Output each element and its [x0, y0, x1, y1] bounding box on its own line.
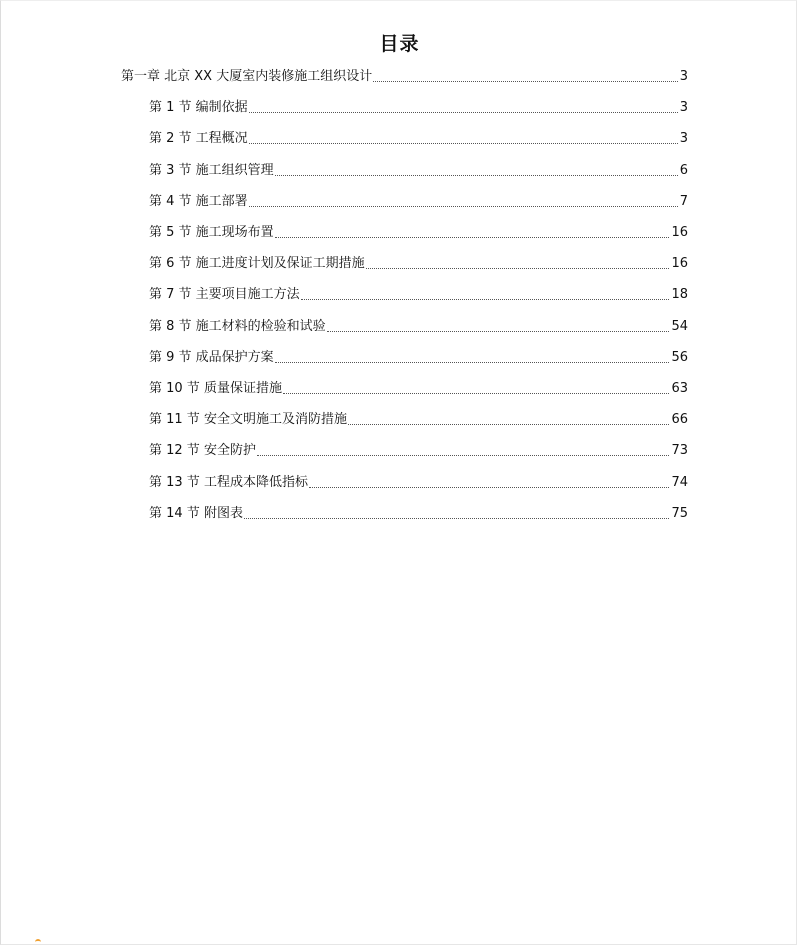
toc-entry-text: 第 11 节 安全文明施工及消防措施 [149, 412, 347, 427]
toc-dot-leader [275, 175, 678, 176]
toc-entry-text: 第 7 节 主要项目施工方法 [149, 287, 300, 302]
toc-dot-leader [275, 237, 670, 238]
toc-page-number: 7 [679, 194, 688, 209]
toc-dot-leader [301, 299, 670, 300]
toc-entry-text: 第 10 节 质量保证措施 [149, 381, 282, 396]
toc-dot-leader [309, 487, 670, 488]
toc-entry-section-2[interactable] [149, 129, 688, 149]
toc-entry-text: 第 5 节 施工现场布置 [149, 225, 274, 240]
toc-dot-leader [257, 455, 670, 456]
toc-page-number: 66 [671, 412, 688, 427]
page-corner-mark [35, 939, 41, 945]
toc-page-number: 54 [671, 319, 688, 334]
toc-dot-leader [373, 81, 678, 82]
toc-page-number: 16 [671, 256, 688, 271]
toc-entry-section-13[interactable] [149, 473, 688, 493]
toc-entry-text: 第一章 北京 XX 大厦室内装修施工组织设计 [121, 69, 373, 84]
toc-entry-text: 第 13 节 工程成本降低指标 [149, 475, 308, 490]
toc-dot-leader [249, 112, 678, 113]
toc-entry-section-9[interactable] [149, 348, 688, 368]
toc-entry-text: 第 6 节 施工进度计划及保证工期措施 [149, 256, 365, 271]
toc-entry-section-8[interactable] [149, 317, 688, 337]
toc-entry-section-14[interactable] [149, 504, 688, 524]
toc-page-number: 6 [679, 163, 688, 178]
toc-dot-leader [327, 331, 670, 332]
toc-entry-section-6[interactable] [149, 254, 688, 274]
toc-page-number: 3 [679, 100, 688, 115]
toc-entry-section-3[interactable] [149, 161, 688, 181]
toc-page-number: 75 [671, 506, 688, 521]
toc-title: 目录 [379, 33, 420, 55]
toc-page-number: 63 [671, 381, 688, 396]
toc-page-number: 56 [671, 350, 688, 365]
toc-page-number: 3 [679, 69, 688, 84]
toc-entry-section-5[interactable] [149, 223, 688, 243]
toc-entry-text: 第 3 节 施工组织管理 [149, 163, 274, 178]
toc-entry-text: 第 2 节 工程概况 [149, 131, 248, 146]
toc-dot-leader [249, 206, 678, 207]
toc-entry-text: 第 14 节 附图表 [149, 506, 243, 521]
toc-dot-leader [249, 143, 678, 144]
toc-dot-leader [348, 424, 670, 425]
toc-dot-leader [275, 362, 670, 363]
toc-entry-section-11[interactable] [149, 410, 688, 430]
toc-entry-text: 第 1 节 编制依据 [149, 100, 248, 115]
toc-dot-leader [283, 393, 670, 394]
toc-entry-text: 第 8 节 施工材料的检验和试验 [149, 319, 326, 334]
toc-page-number: 73 [671, 443, 688, 458]
toc-entry-section-10[interactable] [149, 379, 688, 399]
toc-entry-text: 第 4 节 施工部署 [149, 194, 248, 209]
toc-entry-section-1[interactable] [149, 98, 688, 118]
toc-entry-chapter-1[interactable] [121, 67, 688, 87]
toc-entry-section-7[interactable] [149, 285, 688, 305]
toc-dot-leader [244, 518, 670, 519]
toc-page-number: 74 [671, 475, 688, 490]
toc-entry-section-4[interactable] [149, 192, 688, 212]
toc-entry-section-12[interactable] [149, 441, 688, 461]
toc-page-number: 16 [671, 225, 688, 240]
toc-dot-leader [366, 268, 670, 269]
toc-page-number: 18 [671, 287, 688, 302]
toc-page-number: 3 [679, 131, 688, 146]
toc-entry-text: 第 9 节 成品保护方案 [149, 350, 274, 365]
toc-entry-text: 第 12 节 安全防护 [149, 443, 256, 458]
